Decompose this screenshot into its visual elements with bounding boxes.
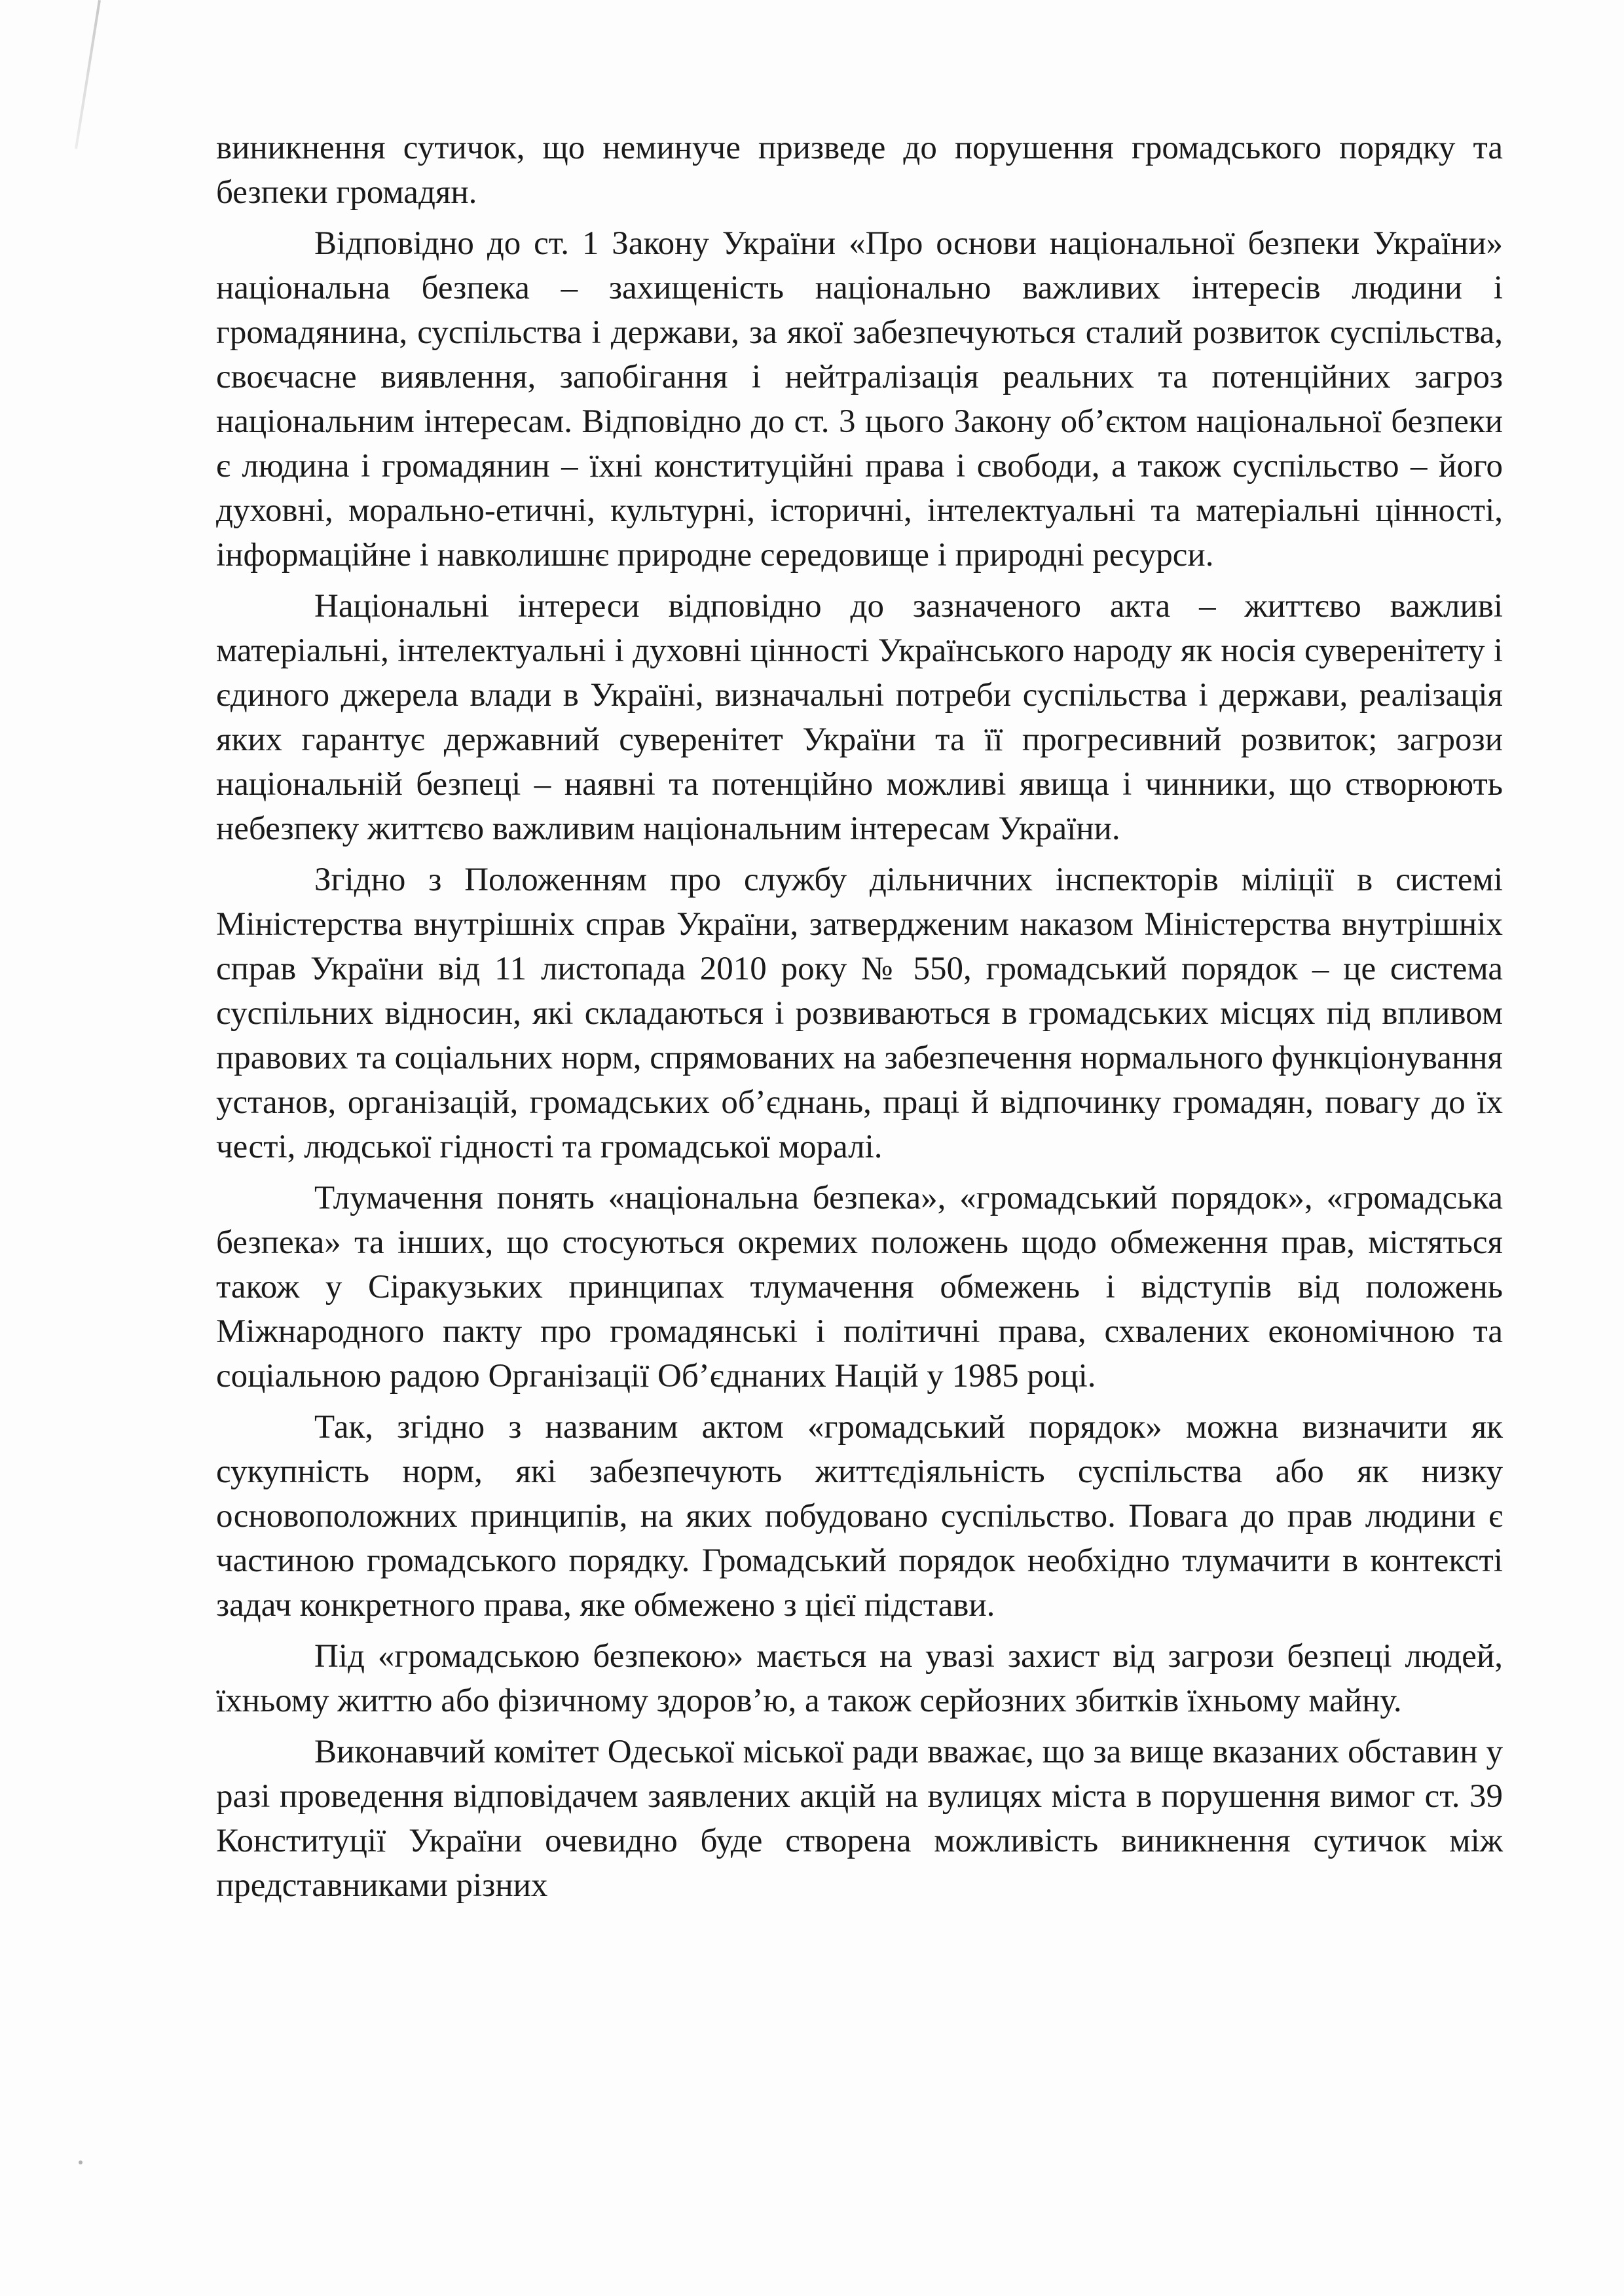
scan-speck bbox=[79, 2160, 83, 2164]
paragraph-national-interests: Національні інтереси відповідно до зазначеного акта – життєво важливі матеріальні, інтелектуальні і духовні цінності Українського народу як носія суверенітету і єдиного джерела влади в Україні, визначальні потреби суспільства і держави, реалізація яких гарантує державний суверенітет України та її прогресивний розвиток; загрози національній безпеці – наявні та потенційно можливі явища і чинники, що створюють небезпеку життєво важливим національним інтересам України. bbox=[216, 588, 1503, 847]
paragraph-continuation: виникнення сутичок, що неминуче призведе до порушення громадського порядку та безпеки громадян. bbox=[216, 130, 1503, 211]
paragraph-siracusa-principles: Тлумачення понять «національна безпека», «громадський порядок», «громадська безпека» та інших, що стосуються окремих положень щодо обмеження прав, містяться також у Сіракузьких принципах тлумачення обмежень і відступів від положень Міжнародного пакту про громадянські і політичні права, схвалених економічною та соціальною радою Організації Об’єднаних Націй у 1985 році. bbox=[216, 1180, 1503, 1394]
scan-edge-mark bbox=[75, 0, 101, 149]
paragraph-public-order-definition: Так, згідно з названим актом «громадський порядок» можна визначити як сукупність норм, які забезпечують життєдіяльність суспільства або як низку основоположних принципів, на яких побудовано суспільство. Повага до прав людини є частиною громадського порядку. Громадський порядок необхідно тлумачити в контексті задач конкретного права, яке обмежено з цієї підстави. bbox=[216, 1409, 1503, 1624]
paragraph-executive-committee-position: Виконавчий комітет Одеської міської ради вважає, що за вище вказаних обставин у разі проведення відповідачем заявлених акцій на вулицях міста в порушення вимог ст. 39 Конституції України очевидно буде створена можливість виникнення сутичок між представниками різних bbox=[216, 1734, 1503, 1904]
document-body bbox=[216, 126, 1503, 1908]
paragraph-public-order-regulation: Згідно з Положенням про службу дільничних інспекторів міліції в системі Міністерства внутрішніх справ України, затвердженим наказом Міністерства внутрішніх справ України від 11 листопада 2010 року № 550, громадський порядок – це система суспільних відносин, які складаються і розвиваються в громадських місцях під впливом правових та соціальних норм, спрямованих на забезпечення нормального функціонування установ, організацій, громадських об’єднань, праці й відпочинку громадян, повагу до їх честі, людської гідності та громадської моралі. bbox=[216, 862, 1503, 1165]
paragraph-national-security-definition: Відповідно до ст. 1 Закону України «Про основи національної безпеки України» національна безпека – захищеність національно важливих інтересів людини і громадянина, суспільства і держави, за якої забезпечуються сталий розвиток суспільства, своєчасне виявлення, запобігання і нейтралізація реальних та потенційних загроз національним інтересам. Відповідно до ст. 3 цього Закону об’єктом національної безпеки є людина і громадянин – їхні конституційні права і свободи, а також суспільство – його духовні, морально-етичні, культурні, історичні, інтелектуальні та матеріальні цінності, інформаційне і навколишнє природне середовище і природні ресурси. bbox=[216, 225, 1503, 574]
paragraph-public-safety-definition: Під «громадською безпекою» мається на увазі захист від загрози безпеці людей, їхньому життю або фізичному здоров’ю, а також серйозних збитків їхньому майну. bbox=[216, 1638, 1503, 1719]
